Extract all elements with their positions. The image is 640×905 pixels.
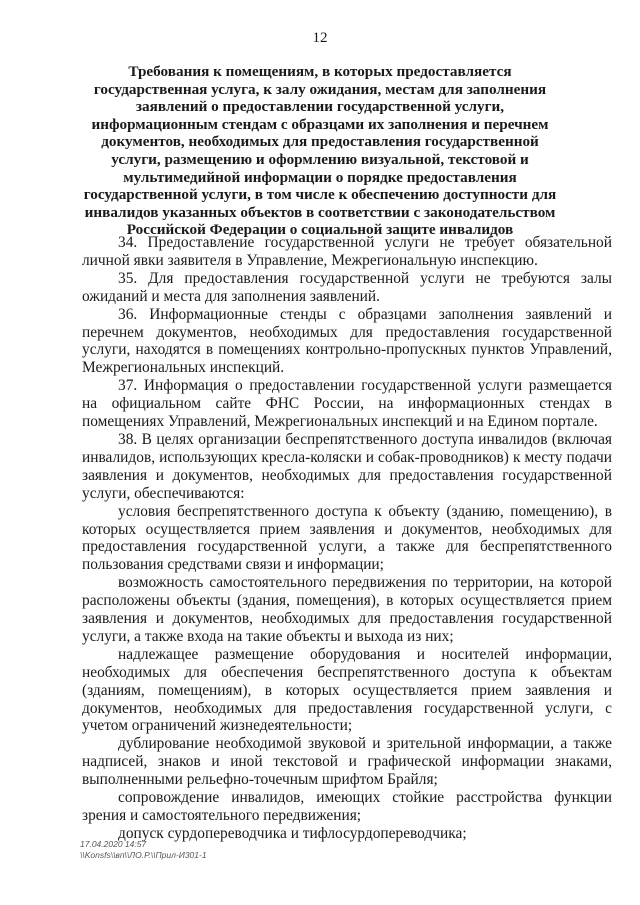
list-item-duplication: дублирование необходимой звуковой и зрительной информации, а также надписей, знаков и иной текстовой и графической информации знаками, выполненными рельефно-точечным шрифтом Брайля; xyxy=(82,735,612,789)
list-item-escort: сопровождение инвалидов, имеющих стойкие расстройства функции зрения и самостоятельного передвижения; xyxy=(82,789,612,824)
section-heading: Требования к помещениям, в которых предоставляется государственная услуга, к залу ожидания, местам для заполнения заявлений о предоставлении государственной услуги, информационным стендам с образцами их заполнения и перечнем документов, необходимых для предоставления государственной услуги, размещению и оформлению визуальной, текстовой и мультимедийной информации о порядке предоставления государственной услуги, в том числе к обеспечению доступности для инвалидов указанных объектов в соответствии с законодательством Российской Федерации о социальной защите инвалидов xyxy=(83,63,557,239)
footer-date: 17.04.2020 14:57 xyxy=(80,839,147,849)
paragraph-37: 37. Информация о предоставлении государственной услуги размещается на официальном сайте ФНС России, на информационных стендах в помещениях Управлений, Межрегиональных инспекций и на Едином портале. xyxy=(82,377,612,431)
list-item-interpreter: допуск сурдопереводчика и тифлосурдопереводчика; xyxy=(118,824,467,842)
paragraph-38: 38. В целях организации беспрепятственного доступа инвалидов (включая инвалидов, использующих кресла-коляски и собак-проводников) к месту подачи заявления и документов, необходимых для предоставления государственной услуги, обеспечиваются: xyxy=(82,430,612,502)
footer-file-path: \\Konsfs\\вп\\ЛО.Р.\\Прил-И301-1 xyxy=(80,850,207,860)
paragraph-36: 36. Информационные стенды с образцами заполнения заявлений и перечнем документов, необходимых для предоставления государственной услуги, находятся в помещениях контрольно-пропускных пунктов Управлений, Межрегиональных инспекций. xyxy=(82,305,612,377)
page-number: 12 xyxy=(312,30,328,46)
list-item-access-conditions: условия беспрепятственного доступа к объекту (зданию, помещению), в которых осуществляется прием заявления и документов, необходимых для предоставления государственной услуги, а также для беспрепятственного пользования средствами связи и информации; xyxy=(82,502,612,574)
paragraph-35: 35. Для предоставления государственной услуги не требуются залы ожиданий и места для заполнения заявлений. xyxy=(82,269,612,305)
list-item-movement: возможность самостоятельного передвижения по территории, на которой расположены объекты (здания, помещения), в которых осуществляется прием заявления и документов, необходимых для предоставления государственной услуги, а также входа на такие объекты и выхода из них; xyxy=(82,574,612,645)
paragraph-34: 34. Предоставление государственной услуги не требует обязательной личной явки заявителя в Управление, Межрегиональную инспекцию. xyxy=(82,234,612,269)
list-item-equipment: надлежащее размещение оборудования и носителей информации, необходимых для обеспечения беспрепятственного доступа к объектам (зданиям, помещениям), в которых осуществляется прием заявления и документов, необходимых для предоставления государственной услуги, с учетом ограничений жизнедеятельности; xyxy=(82,645,612,735)
footer-stamp xyxy=(80,839,207,861)
body-text xyxy=(82,234,612,843)
